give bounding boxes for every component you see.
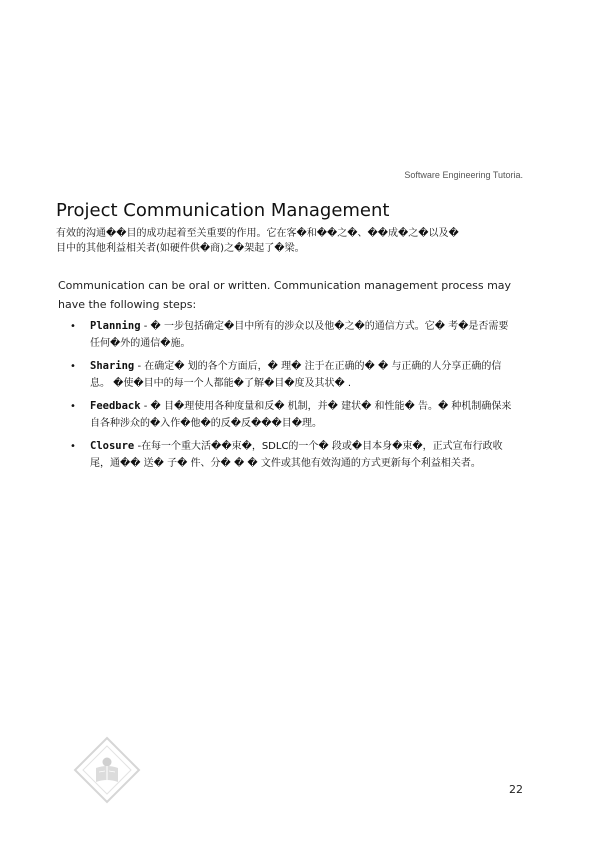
bullet-icon: •: [70, 361, 76, 372]
list-item-sharing: [58, 358, 518, 392]
list-item-closure: [58, 438, 518, 472]
step-separator: -: [134, 361, 145, 372]
step-text: 在每一个重大活��束�，SDLC的一个� 段或�目本身�束�，正式宣布行政收尾，通�� 送� 子� 件、分� � � 文件或其他有效沟通的方式更新每个利益相关者。: [90, 441, 503, 469]
page-title: Project Communication Management: [56, 200, 390, 221]
list-item-feedback: [58, 398, 518, 432]
list-item-planning: [58, 318, 518, 352]
steps-list: [58, 318, 518, 478]
step-separator: -: [134, 441, 142, 452]
bullet-icon: •: [70, 401, 76, 412]
communication-paragraph: Communication can be oral or written. Communication management process may have the following steps:: [58, 279, 512, 311]
step-text: � 目�理使用各种度量和反� 机制，并� 建状� 和性能� 告。� 种机制确保来自各种涉众的�入作�他�的反�反���目�理。: [90, 401, 512, 429]
intro-line: 有效的沟通��目的成功起着至关重要的作用。它在客�和��之�、��成�之�以及�: [56, 228, 459, 239]
step-separator: -: [140, 321, 151, 332]
page-number: 22: [509, 783, 523, 796]
step-name: Planning: [90, 320, 141, 332]
step-separator: -: [140, 401, 151, 412]
bullet-icon: •: [70, 321, 76, 332]
intro-paragraph: [56, 226, 526, 256]
step-name: Feedback: [90, 400, 141, 412]
intro-line: 目中的其他利益相关者(如硬件供�商)之�架起了�梁。: [56, 243, 305, 254]
step-text: � 一步包括确定�目中所有的涉众以及他�之�的通信方式。它� 考�是否需要任何�外的通信�施。: [90, 321, 509, 349]
step-name: Sharing: [90, 360, 135, 372]
step-name: Closure: [90, 440, 135, 452]
bullet-icon: •: [70, 441, 76, 452]
step-text: 在确定� 划的各个方面后，� 理� 注于在正确的� � 与正确的人分享正确的信息。 �使�目中的每一个人都能�了解�目�度及其状� .: [90, 361, 502, 389]
tutorialspoint-logo-icon: [72, 735, 142, 805]
running-header: Software Engineering Tutoria.: [404, 170, 523, 180]
